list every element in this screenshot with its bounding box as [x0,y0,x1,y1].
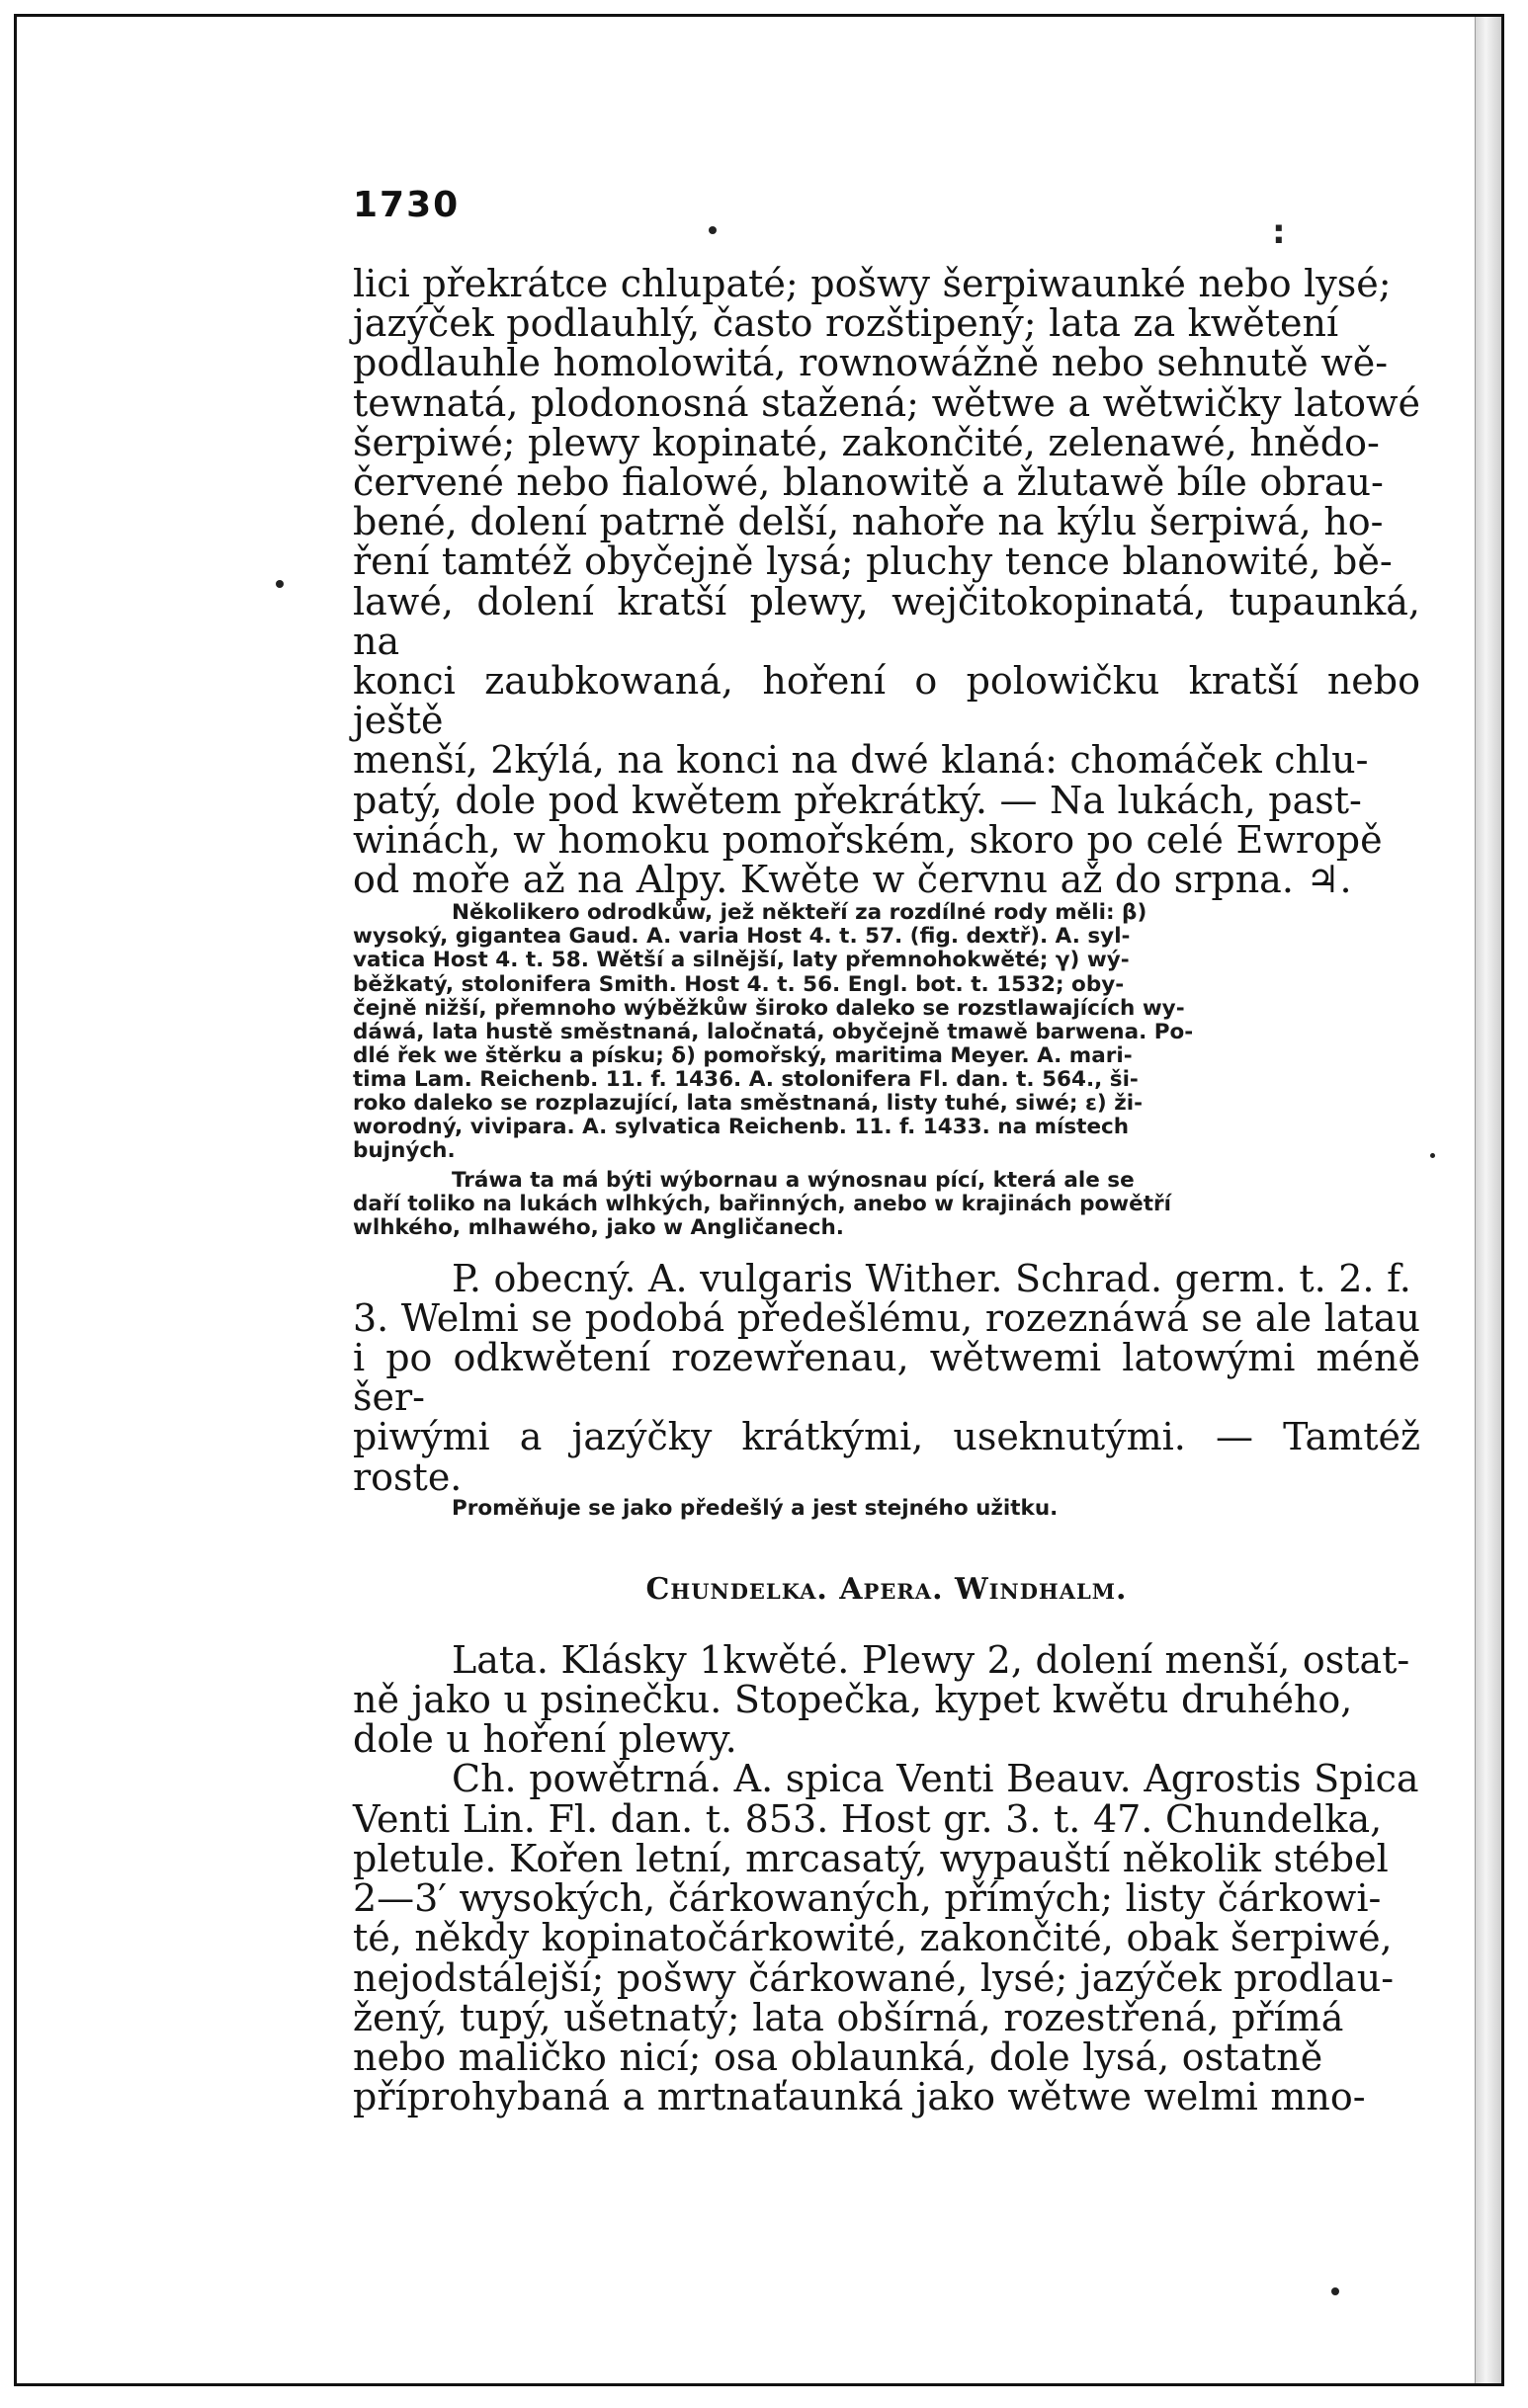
speck-dot [276,580,284,588]
text-line: nejodstálejší; pošwy čárkowané, lysé; jazýček prodlau- [353,1955,1395,2000]
text-line: pletule. Kořen letní, mrcasatý, wypauští několik stébel [353,1836,1389,1880]
text-line: tewnatá, plodonosná stažená; wětwe a wětwičky latowé [353,380,1420,425]
text-line: žený, tupý, ušetnatý; lata obšírná, rozestřená, přímá [353,1995,1344,2039]
text-line: ně jako u psinečku. Stopečka, kypet kwětu druhého, [353,1678,1353,1722]
colon-mark: : [1272,212,1286,252]
text-line: šerpiwé; plewy kopinaté, zakončité, zelenawé, hnědo- [353,420,1380,464]
text-line: patý, dole pod kwětem překrátký. — Na lukách, past- [353,778,1362,822]
text-line: od moře až na Alpy. Kwěte w červnu až do srpna. ♃. [353,858,1352,902]
text-line: nebo maličko nicí; osa oblaunká, dole lysá, ostatně [353,2034,1323,2079]
text-line: bené, dolení patrně delší, nahoře na kýlu šerpiwá, ho- [353,500,1384,544]
text-line: ření tamtéž obyčejně lysá; pluchy tence blanowité, bě- [353,540,1393,584]
speck-dot [709,226,717,234]
note-line: daří toliko na lukách wlhkých, bařinných, anebo w krajinách powětří [353,1192,1171,1217]
text-line: 2—3′ wysokých, čárkowaných, přímých; listy čárkowi- [353,1876,1382,1921]
text-line: menší, 2kýlá, na konci na dwé klaná: chomáček chlu- [353,738,1369,783]
note-usage [353,1169,1420,1240]
text-line: dole u hoření plewy. [353,1717,737,1762]
species-vulgaris [353,1256,1420,1499]
text-line: podlauhle homolowitá, rownowážně nebo sehnutě wě- [353,341,1389,385]
genus-heading: Chundelka. Apera. Windhalm. [645,1571,1128,1607]
text-line: lawé, dolení kratší plewy, wejčitokopinatá, tupaunká, na [353,579,1420,663]
page-number: 1730 [353,185,461,225]
text-line: i po odkwětení rozewřenau, wětwemi latowými méně šer- [353,1335,1420,1420]
text-line: P. obecný. A. vulgaris Wither. Schrad. germ. t. 2. f. [452,1256,1411,1300]
note-line: wysoký, gigantea Gaud. A. varia Host 4. t. 57. (fig. dextř). A. syl- [353,924,1131,950]
speck-dot [1430,1153,1435,1158]
text-line: 3. Welmi se podobá předešlému, rozeznáwá se ale latau [353,1295,1420,1340]
speck-dot [1331,2287,1339,2295]
text-line: piwými a jazýčky krátkými, useknutými. — Tamtéž roste. [353,1415,1420,1499]
text-line: konci zaubkowaná, hoření o polowičku kratší nebo ještě [353,659,1420,743]
note-vulgaris [353,1497,1420,1521]
note-line: dáwá, lata hustě směstnaná, laločnatá, obyčejně tmawě barwena. Po- [353,1019,1194,1044]
note-line: čejně nižší, přemnoho wýběžkůw široko daleko se rozstlawajících wy- [353,995,1185,1021]
main-text [353,264,1420,2117]
note-line: bujných. [353,1138,456,1164]
paragraph-1 [353,262,1420,902]
book-binding-edge [1475,17,1501,2383]
text-line: Lata. Klásky 1kwěté. Plewy 2, dolení menší, ostat- [452,1637,1410,1682]
note-line: vatica Host 4. t. 58. Wětší a silnější, laty přemnohokwěté; γ) wý- [353,948,1130,973]
note-line: Několikero odrodkůw, jež někteří za rozdílné rody měli: β) [452,900,1147,926]
text-line: červené nebo fialowé, blanowitě a žlutawě bíle obrau- [353,460,1384,505]
note-line: běžkatý, stolonifera Smith. Host 4. t. 56. Engl. bot. t. 1532; oby- [353,971,1125,997]
text-line: Venti Lin. Fl. dan. t. 853. Host gr. 3. t. 47. Chundelka, [353,1796,1383,1841]
text-line: Ch. powětrná. A. spica Venti Beauv. Agrostis Spica [452,1757,1419,1801]
note-line: tima Lam. Reichenb. 11. f. 1436. A. stolonifera Fl. dan. t. 564., ši- [353,1066,1139,1092]
page-frame [14,14,1504,2386]
note-varieties [353,901,1420,1163]
text-line: té, někdy kopinatočárkowité, zakončité, obak šerpiwé, [353,1916,1393,1960]
note-line: roko daleko se rozplazující, lata směstnaná, listy tuhé, siwé; ε) ži- [353,1091,1144,1116]
species-spica-venti [353,1759,1420,2117]
note-line: worodný, vivipara. A. sylvatica Reichenb. 11. f. 1433. na místech [353,1115,1130,1140]
genus-description [353,1637,1420,1762]
note-line: wlhkého, mlhawého, jako w Angličanech. [353,1215,844,1241]
text-line: jazýček podlauhlý, často rozštipený; lata za kwětení [353,301,1339,346]
text-line: lici překrátce chlupaté; pošwy šerpiwaunké nebo lysé; [353,262,1392,305]
text-line: příprohybaná a mrtnaťaunká jako wětwe welmi mno- [353,2075,1366,2119]
note-line: Proměňuje se jako předešlý a jest stejného užitku. [452,1495,1059,1521]
note-line: Tráwa ta má býti wýbornau a wýnosnau pící, která ale se [452,1168,1135,1194]
text-line: winách, w homoku pomořském, skoro po celé Ewropě [353,817,1383,862]
note-line: dlé řek we štěrku a písku; δ) pomořský, maritima Meyer. A. mari- [353,1042,1133,1068]
